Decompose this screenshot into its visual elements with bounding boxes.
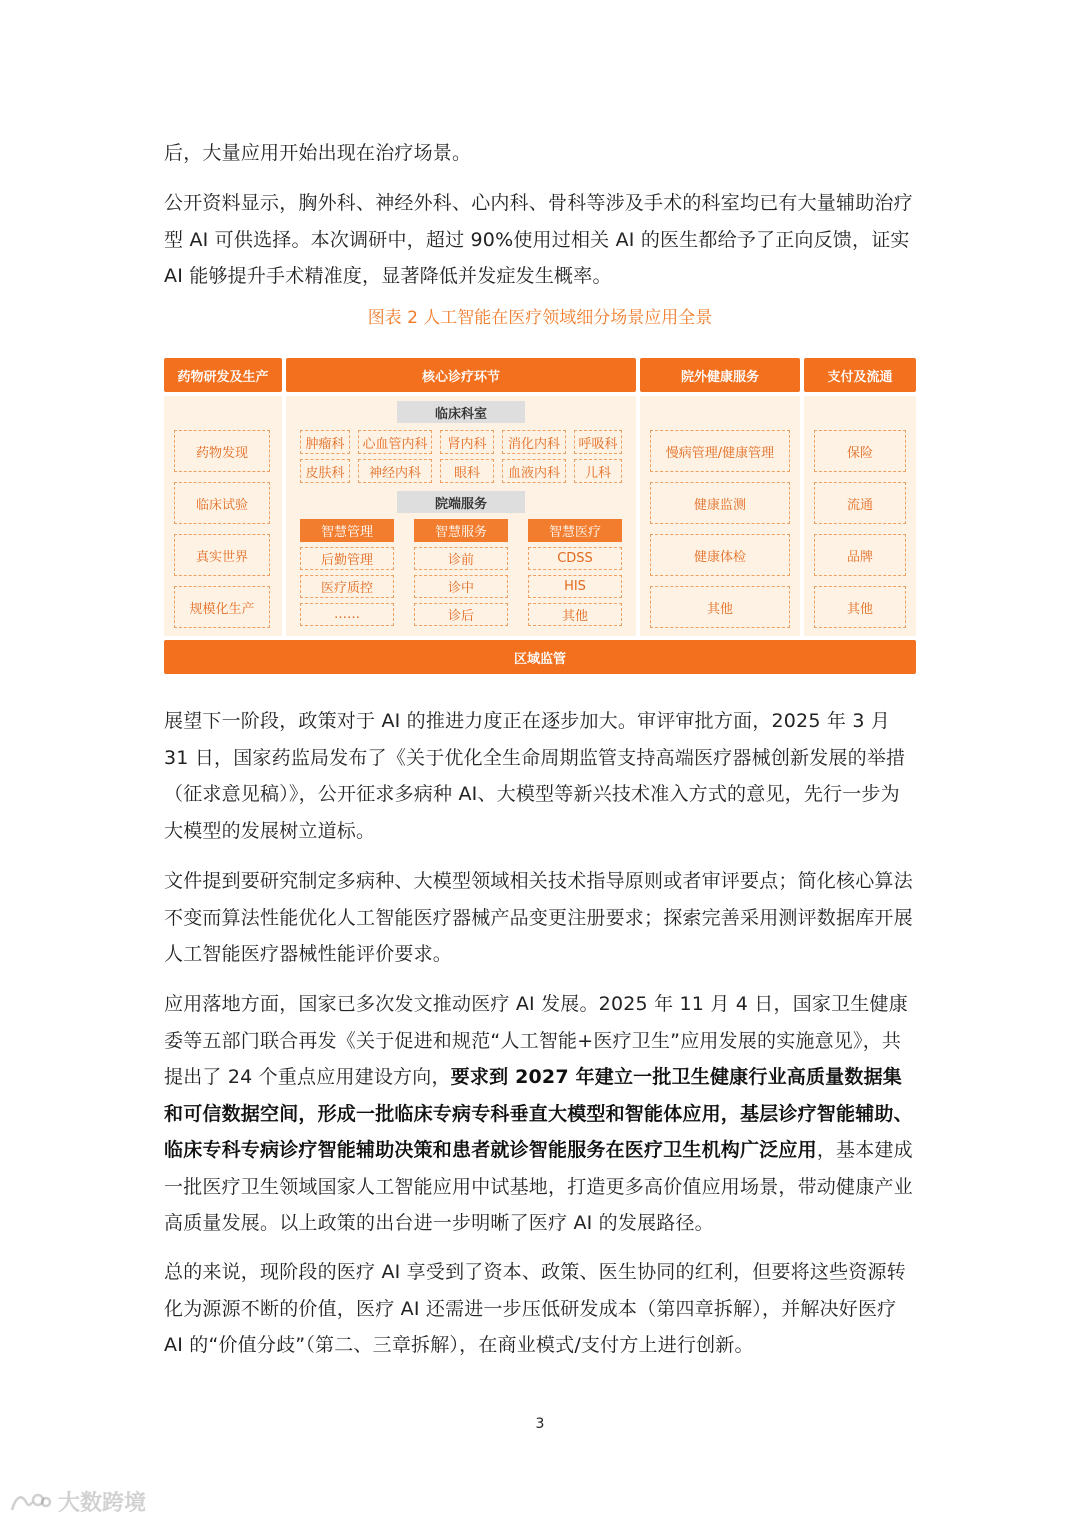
clinical-dept-title: 临床科室 bbox=[397, 401, 525, 423]
real-world-box: 真实世界 bbox=[174, 534, 270, 576]
header-core-diagnosis: 核心诊疗环节 bbox=[286, 358, 636, 392]
service-item-box: CDSS bbox=[528, 547, 622, 570]
brand-box: 品牌 bbox=[814, 534, 906, 576]
dept-box: 心血管内科 bbox=[358, 430, 432, 454]
dept-box: 肾内科 bbox=[440, 430, 494, 454]
paragraph-5-text: 应用落地方面，国家已多次发文推动医疗 AI 发展。2025 年 11 月 4 日，国家卫生健康委等五部门联合再发《关于促进和规范“人工智能+医疗卫生”应用发展的实施意见》，共提出了 24 个重点应用建设方向， bbox=[164, 993, 908, 1088]
paragraph-5-text-end: ，基本建成一批医疗卫生领域国家人工智能应用中试基地，打造更多高价值应用场景，带动健康产业高质量发展。以上政策的出台进一步明晰了医疗 AI 的发展路径。 bbox=[164, 1139, 913, 1234]
insurance-box: 保险 bbox=[814, 430, 906, 472]
smart-management-title: 智慧管理 bbox=[300, 519, 394, 542]
dept-box: 神经内科 bbox=[358, 459, 432, 483]
dept-box: 皮肤科 bbox=[300, 459, 350, 483]
watermark-text: 大数跨境 bbox=[58, 1491, 147, 1516]
health-monitoring-box: 健康监测 bbox=[650, 482, 790, 524]
paragraph-1: 后，大量应用开始出现在治疗场景。 bbox=[164, 142, 472, 164]
service-item-box: 其他 bbox=[528, 603, 622, 626]
figure-caption: 图表 2 人工智能在医疗领域细分场景应用全景 bbox=[367, 308, 713, 328]
paragraph-5 bbox=[164, 986, 916, 1242]
service-item-box: 诊前 bbox=[414, 547, 508, 570]
hospital-services-title: 院端服务 bbox=[397, 491, 525, 513]
dept-box: 肿瘤科 bbox=[300, 430, 350, 454]
dept-box: 儿科 bbox=[574, 459, 622, 483]
other-box: 其他 bbox=[650, 586, 790, 628]
service-item-box: …… bbox=[300, 603, 394, 626]
dept-box: 血液内科 bbox=[502, 459, 566, 483]
circulation-box: 流通 bbox=[814, 482, 906, 524]
chronic-management-box: 慢病管理/健康管理 bbox=[650, 430, 790, 472]
service-item-box: 诊后 bbox=[414, 603, 508, 626]
service-item-box: 后勤管理 bbox=[300, 547, 394, 570]
paragraph-6: 总的来说，现阶段的医疗 AI 享受到了资本、政策、医生协同的红利，但要将这些资源转化为源源不断的价值，医疗 AI 还需进一步压低研发成本（第四章拆解），并解决好医疗 AI 的“价值分歧”（第二、三章拆解），在商业模式/支付方上进行创新。 bbox=[164, 1261, 906, 1356]
clinical-trial-box: 临床试验 bbox=[174, 482, 270, 524]
drug-discovery-box: 药物发现 bbox=[174, 430, 270, 472]
health-checkup-box: 健康体检 bbox=[650, 534, 790, 576]
service-item-box: 医疗质控 bbox=[300, 575, 394, 598]
watermark bbox=[8, 1486, 146, 1517]
application-landscape-diagram bbox=[164, 358, 916, 674]
paragraph-5-bold: 要求到 2027 年建立一批卫生健康行业高质量数据集和可信数据空间，形成一批临床专病专科垂直大模型和智能体应用，基层诊疗智能辅助、临床专科专病诊疗智能辅助决策和患者就诊智能服务在医疗卫生机构广泛应用 bbox=[164, 1066, 913, 1161]
other-box: 其他 bbox=[814, 586, 906, 628]
page-number: 3 bbox=[535, 1416, 545, 1432]
paragraph-2: 公开资料显示，胸外科、神经外科、心内科、骨科等涉及手术的科室均已有大量辅助治疗型 AI 可供选择。本次调研中，超过 90%使用过相关 AI 的医生都给予了正向反馈，证实 AI 能够提升手术精准度，显著降低并发症发生概率。 bbox=[164, 192, 913, 287]
header-drug-rd: 药物研发及生产 bbox=[164, 358, 282, 392]
service-item-box: HIS bbox=[528, 575, 622, 598]
header-outpatient-health: 院外健康服务 bbox=[640, 358, 800, 392]
dept-box: 呼吸科 bbox=[574, 430, 622, 454]
smart-medical-title: 智慧医疗 bbox=[528, 519, 622, 542]
dept-box: 眼科 bbox=[440, 459, 494, 483]
header-payment-circulation: 支付及流通 bbox=[804, 358, 916, 392]
paragraph-3: 展望下一阶段，政策对于 AI 的推进力度正在逐步加大。审评审批方面，2025 年 3 月 31 日，国家药监局发布了《关于优化全生命周期监管支持高端医疗器械创新发展的举措（征求意见稿）》，公开征求多病种 AI、大模型等新兴技术准入方式的意见，先行一步为大模型的发展树立道标。 bbox=[164, 710, 906, 842]
regional-supervision-bar: 区域监管 bbox=[164, 640, 916, 674]
watermark-logo-icon bbox=[8, 1490, 52, 1514]
service-item-box: 诊中 bbox=[414, 575, 508, 598]
smart-service-title: 智慧服务 bbox=[414, 519, 508, 542]
paragraph-4: 文件提到要研究制定多病种、大模型领域相关技术指导原则或者审评要点；简化核心算法不变而算法性能优化人工智能医疗器械产品变更注册要求；探索完善采用测评数据库开展人工智能医疗器械性能评价要求。 bbox=[164, 870, 913, 965]
mass-production-box: 规模化生产 bbox=[174, 586, 270, 628]
dept-box: 消化内科 bbox=[502, 430, 566, 454]
